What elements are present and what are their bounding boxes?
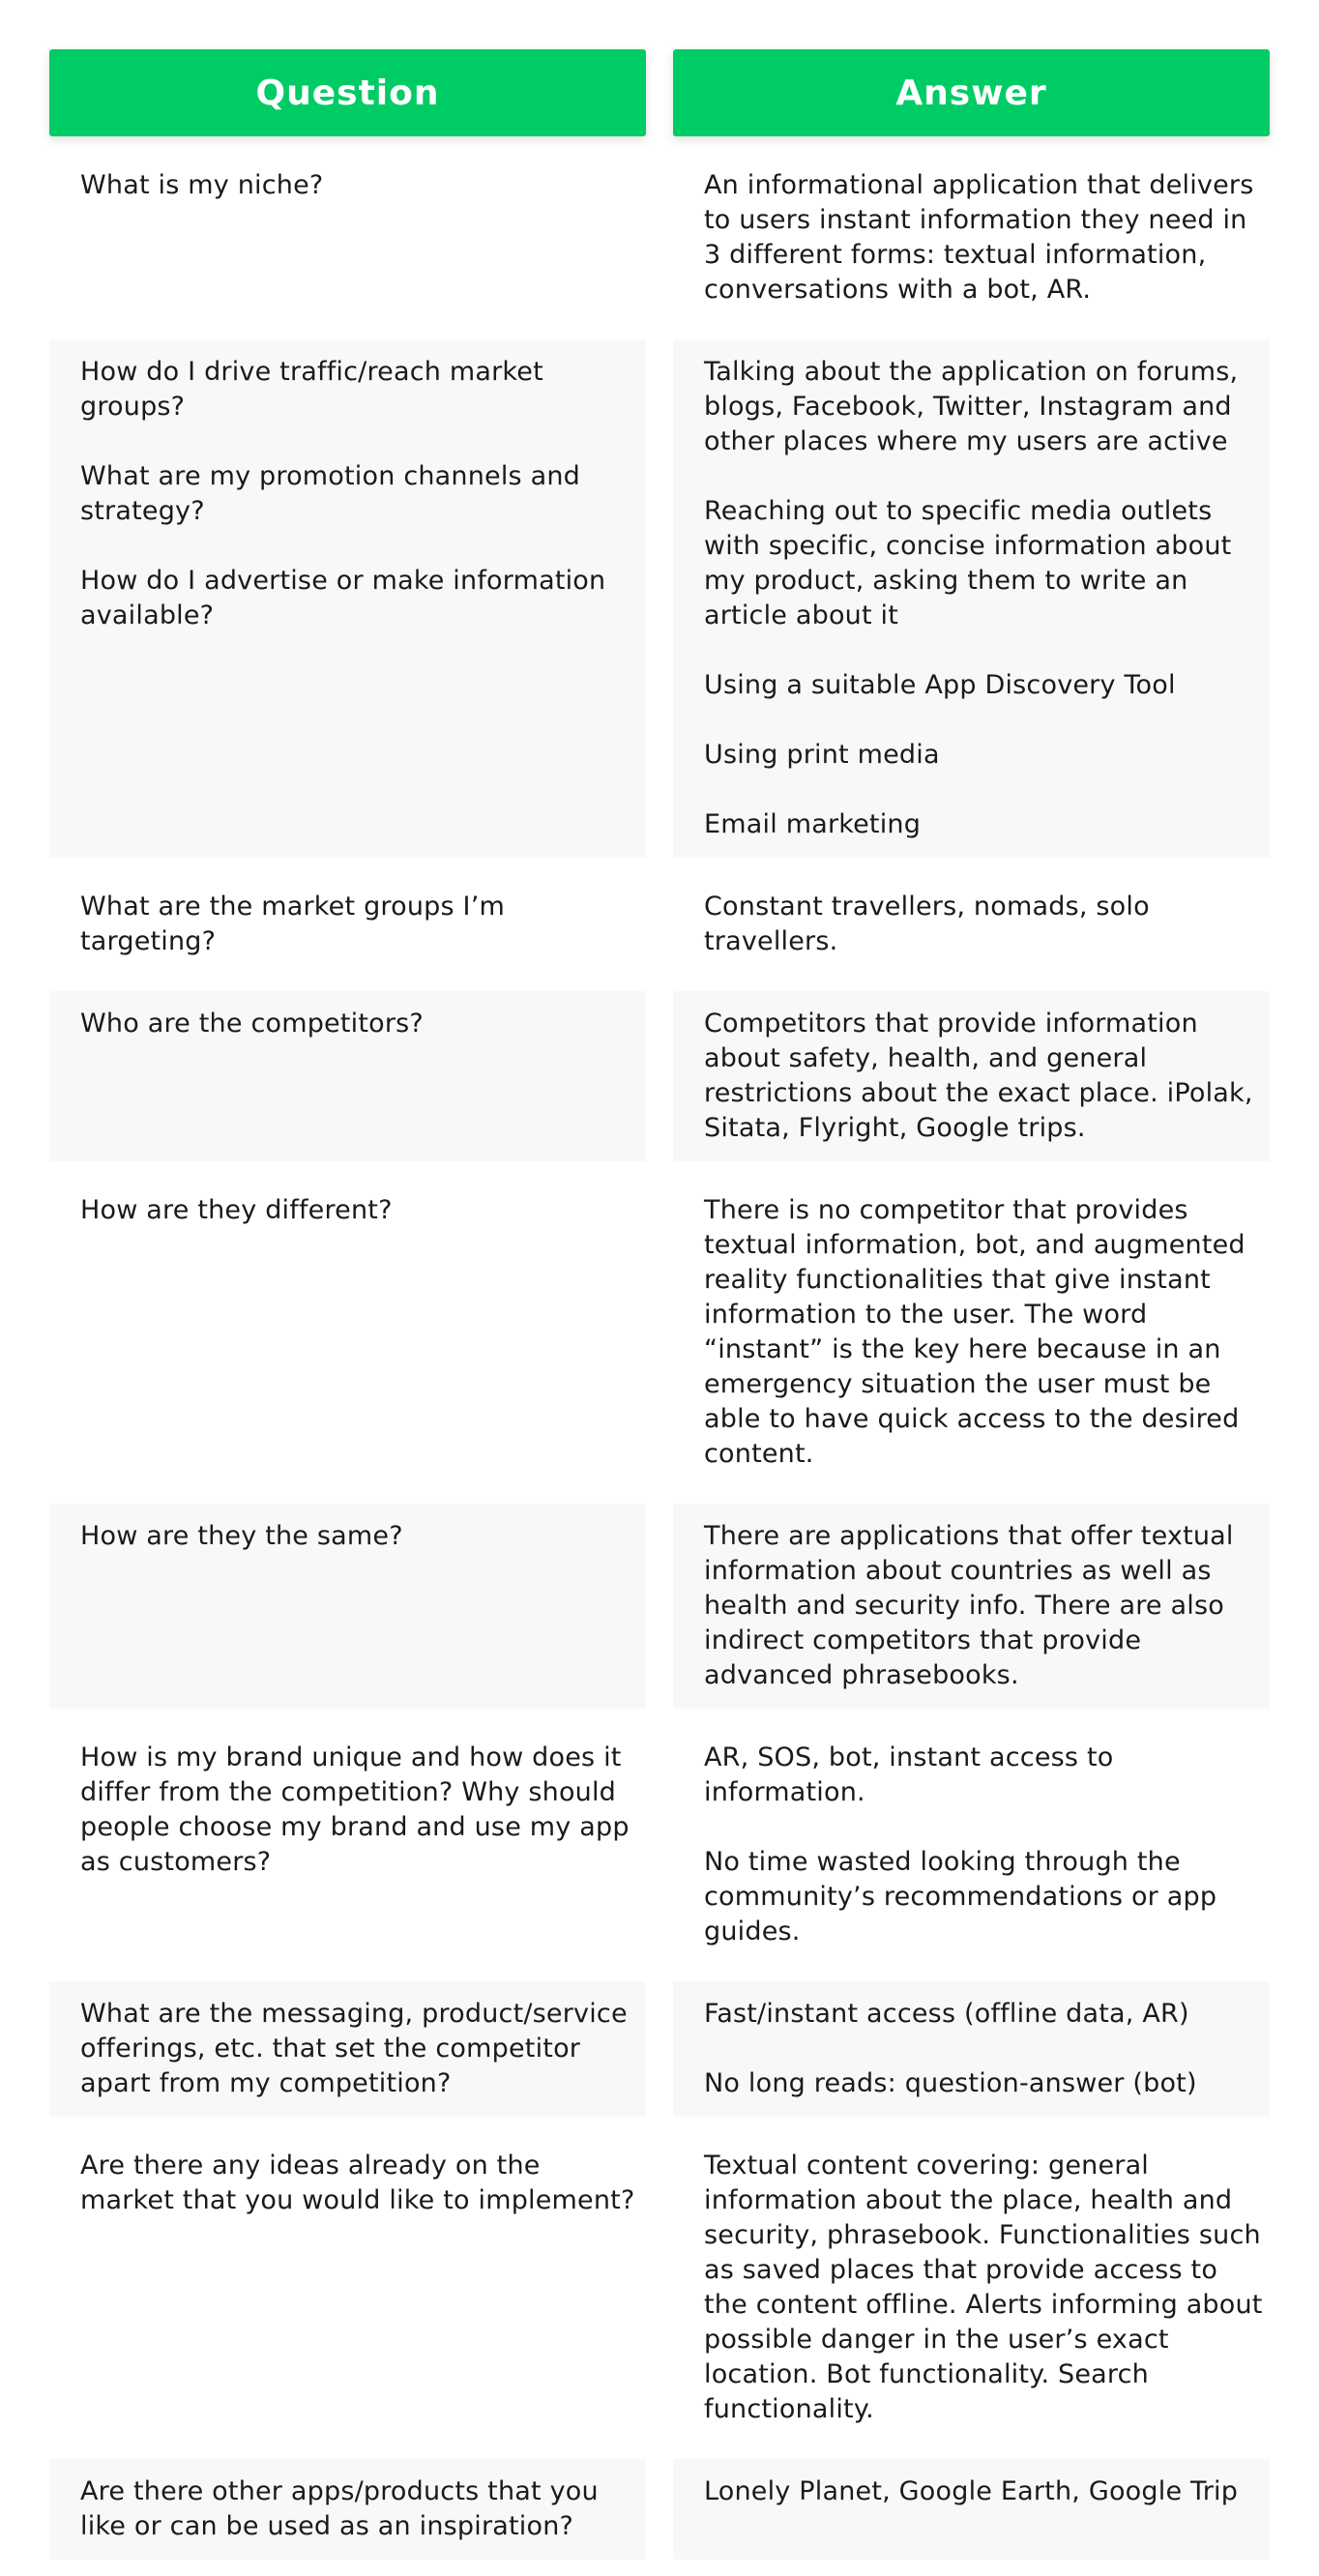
answer-cell: There is no competitor that provides textual information, bot, and augmented reality functionalities that give instant information to the user. The word “instant” is the key here because in an emergency situation the user must be able to have quick access to the desired content. bbox=[704, 1195, 1246, 1469]
table-row bbox=[49, 1504, 1270, 1709]
answer-cell: Lonely Planet, Google Earth, Google Trip bbox=[673, 2459, 1270, 2560]
question-cell: How is my brand unique and how does it differ from the competition? Why should people choose my brand and use my app as customers? bbox=[80, 1742, 630, 1877]
answer-cell: Talking about the application on forums, blogs, Facebook, Twitter, Instagram and other places where my users are active Reaching out to specific media outlets with specific, concise information about my product, asking them to write an article about it Using a suitable App Discovery Tool Using print media Email marketing bbox=[673, 339, 1270, 858]
question-cell: What are the market groups I’m targeting? bbox=[80, 892, 505, 956]
answer-cell: AR, SOS, bot, instant access to information. No time wasted looking through the community’s recommendations or app guides. bbox=[704, 1742, 1217, 1947]
table-row bbox=[49, 339, 1270, 858]
table-row bbox=[49, 1981, 1270, 2117]
question-cell: Are there any ideas already on the market that you would like to implement? bbox=[80, 2151, 635, 2215]
answer-cell: Textual content covering: general information about the place, health and security, phrasebook. Functionalities such as saved places that provide access to the content offline. Alerts informing about possible danger in the user’s exact location. Bot functionality. Search functionality. bbox=[704, 2151, 1263, 2424]
table-row bbox=[49, 1178, 1270, 1487]
question-cell: What is my niche? bbox=[80, 170, 324, 200]
question-cell: How are they the same? bbox=[49, 1504, 646, 1709]
question-cell: How do I drive traffic/reach market groups? What are my promotion channels and strategy? How do I advertise or make information available? bbox=[49, 339, 646, 858]
question-column-header: Question bbox=[49, 49, 646, 136]
table-row bbox=[49, 153, 1270, 323]
table-row bbox=[49, 2459, 1270, 2560]
table-header bbox=[49, 49, 1270, 136]
table-row bbox=[49, 2133, 1270, 2443]
question-cell: What are the messaging, product/service offerings, etc. that set the competitor apart from my competition? bbox=[49, 1981, 646, 2117]
qa-table bbox=[49, 49, 1270, 2576]
answer-cell: Constant travellers, nomads, solo travellers. bbox=[704, 892, 1150, 956]
answer-column-header: Answer bbox=[673, 49, 1270, 136]
answer-cell: Competitors that provide information about safety, health, and general restrictions about the exact place. iPolak, Sitata, Flyright, Google trips. bbox=[673, 991, 1270, 1161]
question-cell: Who are the competitors? bbox=[49, 991, 646, 1161]
answer-cell: An informational application that delivers to users instant information they need in 3 different forms: textual information, conversations with a bot, AR. bbox=[704, 170, 1254, 305]
table-row bbox=[49, 991, 1270, 1161]
table-row bbox=[49, 1725, 1270, 1965]
question-cell: How are they different? bbox=[80, 1195, 393, 1225]
answer-cell: There are applications that offer textual information about countries as well as health and security info. There are also indirect competitors that provide advanced phrasebooks. bbox=[673, 1504, 1270, 1709]
question-cell: Are there other apps/products that you like or can be used as an inspiration? bbox=[49, 2459, 646, 2560]
answer-cell: Fast/instant access (offline data, AR) No long reads: question-answer (bot) bbox=[673, 1981, 1270, 2117]
table-row bbox=[49, 874, 1270, 975]
